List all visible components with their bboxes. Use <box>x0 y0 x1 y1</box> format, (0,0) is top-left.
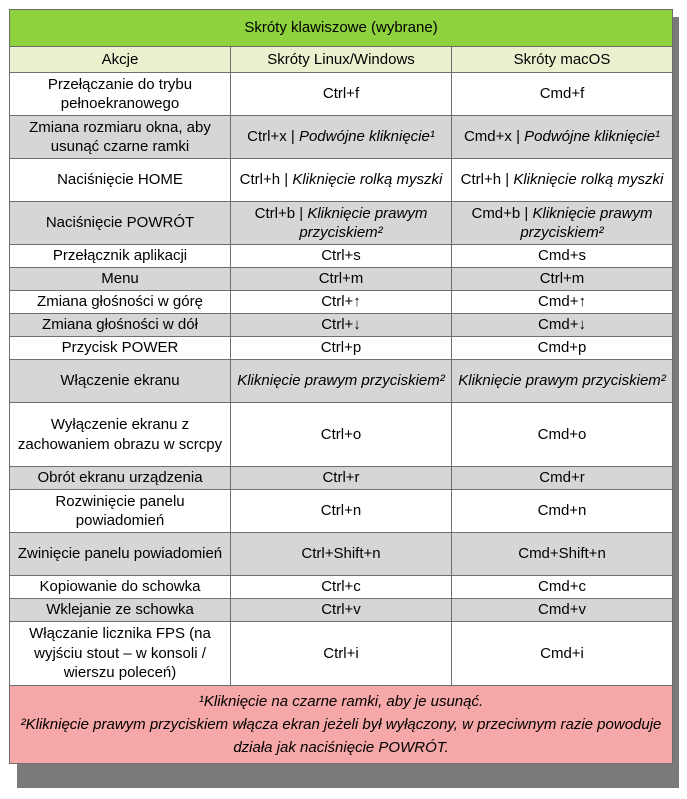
table-row <box>10 467 673 490</box>
shortcut-keys: Ctrl+h | <box>460 171 514 189</box>
shortcut-keys: Cmd+o <box>537 425 587 443</box>
mac-shortcut-cell <box>452 268 673 291</box>
linux-shortcut-cell <box>231 533 452 576</box>
shortcuts-table <box>9 9 673 764</box>
shortcut-keys: Cmd+s <box>538 247 586 265</box>
shortcut-keys: Ctrl+x | <box>247 128 299 146</box>
linux-shortcut-cell <box>231 599 452 622</box>
linux-shortcut-cell <box>231 291 452 314</box>
shortcut-keys: Ctrl+h | <box>239 171 293 189</box>
table-row <box>10 403 673 467</box>
mac-shortcut-cell <box>452 599 673 622</box>
action-cell: Naciśnięcie HOME <box>10 159 231 202</box>
mac-shortcut-cell <box>452 245 673 268</box>
action-cell: Przełączanie do trybu pełnoekranowego <box>10 73 231 116</box>
mac-shortcut-cell <box>452 622 673 686</box>
action-cell: Zwinięcie panelu powiadomień <box>10 533 231 576</box>
shortcut-keys: Cmd+↓ <box>538 316 586 334</box>
shortcut-keys: Ctrl+f <box>322 85 360 103</box>
table-row <box>10 337 673 360</box>
table-row <box>10 576 673 599</box>
linux-shortcut-cell <box>231 622 452 686</box>
mac-shortcut-cell <box>452 490 673 533</box>
linux-shortcut-cell <box>231 467 452 490</box>
action-cell: Zmiana głośności w górę <box>10 291 231 314</box>
shortcut-mouse-action: Kliknięcie prawym przyciskiem² <box>237 372 445 390</box>
table-row <box>10 73 673 116</box>
footnotes-cell <box>10 686 673 764</box>
linux-shortcut-cell <box>231 116 452 159</box>
table-row <box>10 360 673 403</box>
header-macos: Skróty macOS <box>452 47 673 73</box>
table-row <box>10 490 673 533</box>
shortcut-keys: Cmd+↑ <box>538 293 586 311</box>
shortcut-mouse-action: Podwójne kliknięcie¹ <box>298 128 435 146</box>
linux-shortcut-cell <box>231 360 452 403</box>
table-row <box>10 291 673 314</box>
footnote-1: ¹Kliknięcie na czarne ramki, aby je usunąć. <box>198 693 484 710</box>
shortcut-keys: Ctrl+b | <box>254 204 308 222</box>
table-row <box>10 116 673 159</box>
shortcut-mouse-action: Kliknięcie rolką myszki <box>292 171 443 189</box>
mac-shortcut-cell <box>452 314 673 337</box>
mac-shortcut-cell <box>452 291 673 314</box>
action-cell: Obrót ekranu urządzenia <box>10 467 231 490</box>
action-cell: Naciśnięcie POWRÓT <box>10 202 231 245</box>
linux-shortcut-cell <box>231 403 452 467</box>
action-cell: Przełącznik aplikacji <box>10 245 231 268</box>
table-row <box>10 245 673 268</box>
shortcut-keys: Ctrl+↓ <box>321 316 361 334</box>
action-cell: Włączanie licznika FPS (na wyjściu stout – w konsoli / wierszu poleceń) <box>10 622 231 686</box>
linux-shortcut-cell <box>231 202 452 245</box>
linux-shortcut-cell <box>231 576 452 599</box>
shortcut-keys: Ctrl+o <box>320 425 362 443</box>
shortcut-keys: Cmd+c <box>538 578 586 596</box>
shortcut-keys: Ctrl+r <box>322 469 360 487</box>
linux-shortcut-cell <box>231 490 452 533</box>
table-row <box>10 159 673 202</box>
linux-shortcut-cell <box>231 337 452 360</box>
shortcut-mouse-action: Kliknięcie prawym przyciskiem² <box>299 204 428 241</box>
footnote-2: ²Kliknięcie prawym przyciskiem włącza ekran jeżeli był wyłączony, w przeciwnym razie powoduje działa jak naciśnięcie POWRÓT. <box>20 716 662 756</box>
mac-shortcut-cell <box>452 73 673 116</box>
table-row <box>10 268 673 291</box>
shortcut-keys: Ctrl+c <box>321 578 361 596</box>
action-cell: Kopiowanie do schowka <box>10 576 231 599</box>
shortcut-keys: Cmd+v <box>538 601 586 619</box>
shortcut-keys: Ctrl+i <box>323 644 359 662</box>
mac-shortcut-cell <box>452 533 673 576</box>
action-cell: Przycisk POWER <box>10 337 231 360</box>
table-row <box>10 599 673 622</box>
shortcut-keys: Ctrl+n <box>320 502 362 520</box>
linux-shortcut-cell <box>231 314 452 337</box>
action-cell: Rozwinięcie panelu powiadomień <box>10 490 231 533</box>
shortcut-keys: Cmd+p <box>537 339 587 357</box>
action-cell: Zmiana głośności w dół <box>10 314 231 337</box>
shortcut-keys: Ctrl+Shift+n <box>301 545 381 563</box>
header-linux-windows: Skróty Linux/Windows <box>231 47 452 73</box>
table-row <box>10 314 673 337</box>
shortcut-keys: Cmd+f <box>539 85 585 103</box>
shortcut-keys: Cmd+x | <box>463 128 525 146</box>
action-cell: Wklejanie ze schowka <box>10 599 231 622</box>
shortcut-keys: Ctrl+m <box>318 270 364 288</box>
mac-shortcut-cell <box>452 159 673 202</box>
shortcut-keys: Ctrl+m <box>539 270 585 288</box>
shortcut-mouse-action: Kliknięcie prawym przyciskiem² <box>520 204 653 241</box>
shortcut-keys: Cmd+b | <box>471 204 533 222</box>
shortcut-keys: Ctrl+s <box>321 247 361 265</box>
action-cell: Włączenie ekranu <box>10 360 231 403</box>
linux-shortcut-cell <box>231 73 452 116</box>
shortcut-keys: Cmd+i <box>540 644 584 662</box>
footnotes-row <box>10 686 673 764</box>
action-cell: Wyłączenie ekranu z zachowaniem obrazu w scrcpy <box>10 403 231 467</box>
table-row <box>10 202 673 245</box>
action-cell: Zmiana rozmiaru okna, aby usunąć czarne ramki <box>10 116 231 159</box>
mac-shortcut-cell <box>452 467 673 490</box>
shortcut-mouse-action: Kliknięcie rolką myszki <box>513 171 664 189</box>
shortcut-keys: Ctrl+v <box>321 601 361 619</box>
action-cell: Menu <box>10 268 231 291</box>
mac-shortcut-cell <box>452 576 673 599</box>
table-body <box>10 73 673 686</box>
linux-shortcut-cell <box>231 159 452 202</box>
table-title: Skróty klawiszowe (wybrane) <box>10 10 673 47</box>
mac-shortcut-cell <box>452 360 673 403</box>
mac-shortcut-cell <box>452 116 673 159</box>
shortcut-mouse-action: Podwójne kliknięcie¹ <box>524 128 661 146</box>
table-row <box>10 622 673 686</box>
mac-shortcut-cell <box>452 202 673 245</box>
shortcut-keys: Cmd+r <box>539 469 585 487</box>
mac-shortcut-cell <box>452 337 673 360</box>
header-actions: Akcje <box>10 47 231 73</box>
shortcut-keys: Ctrl+↑ <box>321 293 361 311</box>
linux-shortcut-cell <box>231 245 452 268</box>
linux-shortcut-cell <box>231 268 452 291</box>
shortcut-keys: Cmd+n <box>537 502 587 520</box>
table-row <box>10 533 673 576</box>
shortcut-keys: Ctrl+p <box>320 339 362 357</box>
shortcut-keys: Cmd+Shift+n <box>518 545 606 563</box>
mac-shortcut-cell <box>452 403 673 467</box>
header-row <box>10 47 673 73</box>
shortcut-mouse-action: Kliknięcie prawym przyciskiem² <box>458 372 666 390</box>
